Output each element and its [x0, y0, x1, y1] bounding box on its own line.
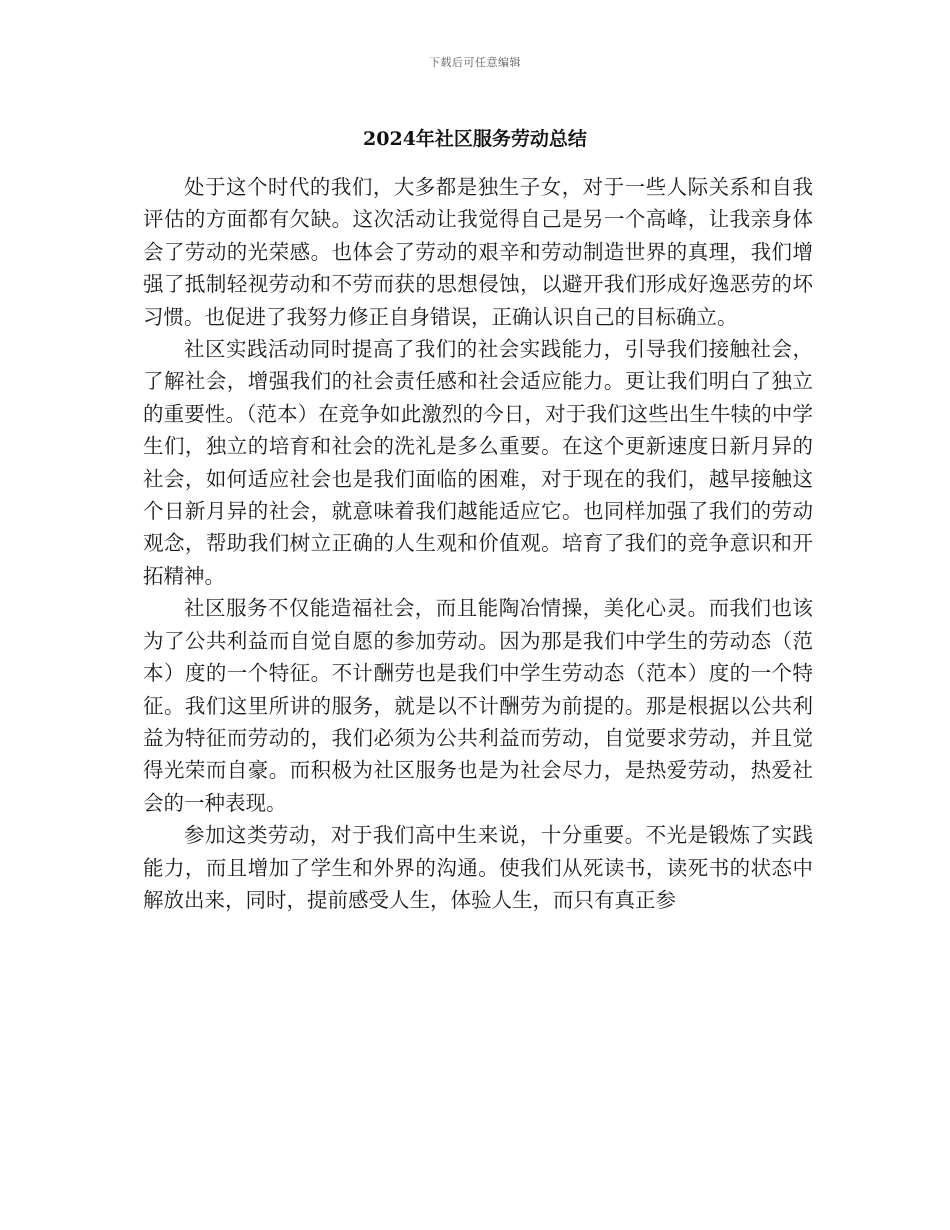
paragraph-1: 处于这个时代的我们，大多都是独生子女，对于一些人际关系和自我评估的方面都有欠缺。这次活动让我觉得自己是另一个高峰，让我亲身体会了劳动的光荣感。也体会了劳动的艰辛和劳动制造世界的真理，我们增强了抵制轻视劳动和不劳而获的思想侵蚀，以避开我们形成好逸恶劳的坏习惯。也促进了我努力修正自身错误，正确认识自己的目标确立。 — [143, 175, 813, 329]
paragraph-2: 社区实践活动同时提高了我们的社会实践能力，引导我们接触社会，了解社会，增强我们的社会责任感和社会适应能力。更让我们明白了独立的重要性。（范本）在竞争如此激烈的今日，对于我们这些出生牛犊的中学生们，独立的培育和社会的洗礼是多么重要。在这个更新速度日新月异的社会，如何适应社会也是我们面临的困难，对于现在的我们，越早接触这个日新月异的社会，就意味着我们越能适应它。也同样加强了我们的劳动观念，帮助我们树立正确的人生观和价值观。培育了我们的竞争意识和开拓精神。 — [143, 337, 813, 588]
paragraph-3: 社区服务不仅能造福社会，而且能陶冶情操，美化心灵。而我们也该为了公共利益而自觉自愿的参加劳动。因为那是我们中学生的劳动态（范本）度的一个特征。不计酬劳也是我们中学生劳动态（范本）度的一个特征。我们这里所讲的服务，就是以不计酬劳为前提的。那是根据以公共利益为特征而劳动的，我们必须为公共利益而劳动，自觉要求劳动，并且觉得光荣而自豪。而积极为社区服务也是为社会尽力，是热爱劳动，热爱社会的一种表现。 — [143, 596, 813, 815]
header-note: 下载后可任意编辑 — [429, 56, 521, 69]
document-title: 2024年社区服务劳动总结 — [363, 128, 587, 150]
paragraph-4: 参加这类劳动，对于我们高中生来说，十分重要。不光是锻炼了实践能力，而且增加了学生和外界的沟通。使我们从死读书，读死书的状态中解放出来，同时，提前感受人生，体验人生，而只有真正参 — [143, 823, 813, 912]
document-body — [143, 171, 813, 916]
